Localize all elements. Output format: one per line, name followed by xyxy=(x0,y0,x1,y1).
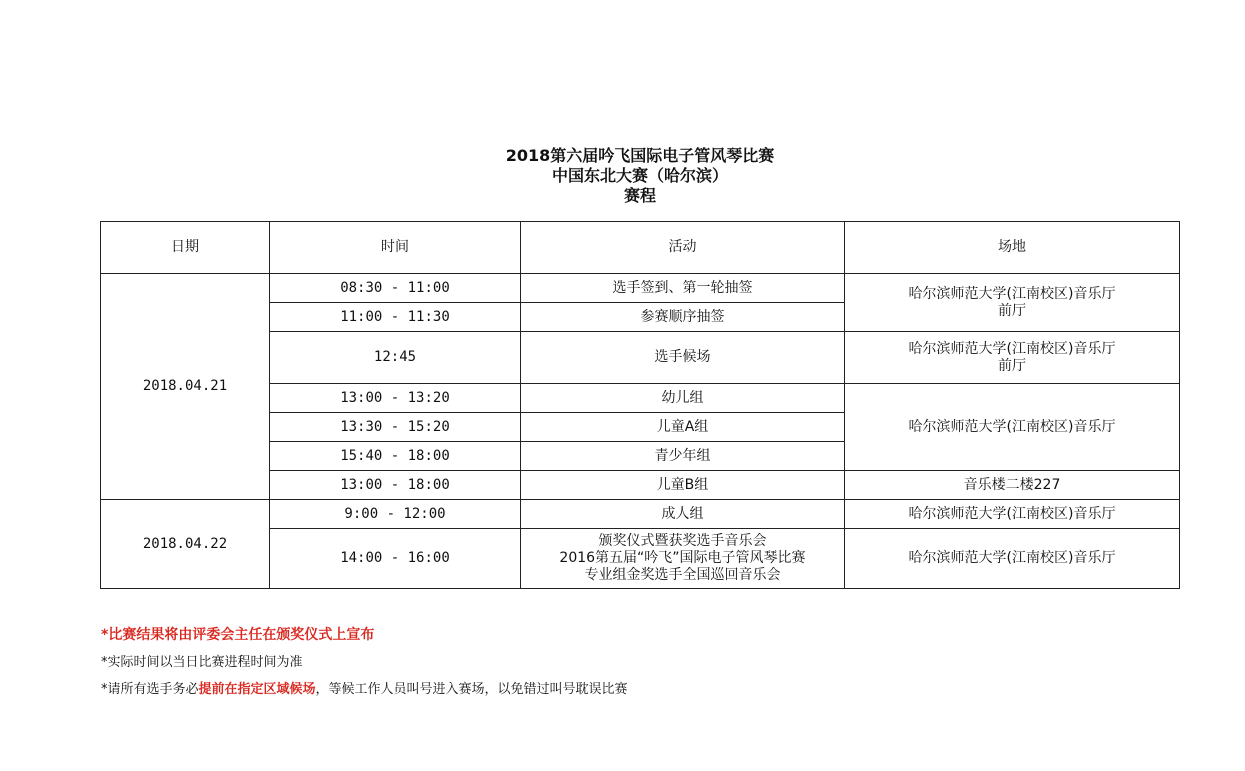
venue-cell: 哈尔滨师范大学(江南校区)音乐厅 xyxy=(845,500,1180,529)
activity-line: 专业组金奖选手全国巡回音乐会 xyxy=(584,567,781,583)
title-line-1: 2018第六届吟飞国际电子管风琴比赛 xyxy=(505,146,775,165)
time-cell: 13:00 - 13:20 xyxy=(270,384,521,413)
venue-cell xyxy=(845,274,1180,332)
notes-section xyxy=(101,622,628,703)
time-cell: 08:30 - 11:00 xyxy=(270,274,521,303)
venue-line: 哈尔滨师范大学(江南校区)音乐厅 xyxy=(908,285,1116,302)
header-time: 时间 xyxy=(270,222,521,274)
time-cell: 12:45 xyxy=(270,332,521,384)
venue-line: 哈尔滨师范大学(江南校区)音乐厅 xyxy=(908,340,1116,357)
activity-cell: 选手候场 xyxy=(521,332,845,384)
activity-cell: 青少年组 xyxy=(521,442,845,471)
venue-cell: 哈尔滨师范大学(江南校区)音乐厅 xyxy=(845,529,1180,589)
time-cell: 9:00 - 12:00 xyxy=(270,500,521,529)
activity-line: 2016第五届“吟飞”国际电子管风琴比赛 xyxy=(559,550,806,566)
header-venue: 场地 xyxy=(845,222,1180,274)
note-waiting-area xyxy=(101,676,628,703)
time-cell: 11:00 - 11:30 xyxy=(270,303,521,332)
date-cell: 2018.04.21 xyxy=(101,274,270,500)
note-suffix: ，等候工作人员叫号进入赛场，以免错过叫号耽误比赛 xyxy=(315,682,628,697)
activity-cell xyxy=(521,529,845,589)
time-cell: 13:30 - 15:20 xyxy=(270,413,521,442)
header-activity: 活动 xyxy=(521,222,845,274)
table-row xyxy=(101,274,1180,303)
table-row xyxy=(101,500,1180,529)
time-cell: 15:40 - 18:00 xyxy=(270,442,521,471)
activity-cell: 儿童A组 xyxy=(521,413,845,442)
venue-cell: 哈尔滨师范大学(江南校区)音乐厅 xyxy=(845,384,1180,471)
title-line-3: 赛程 xyxy=(623,186,656,205)
note-prefix: *请所有选手务必 xyxy=(101,682,199,697)
date-cell: 2018.04.22 xyxy=(101,500,270,589)
note-highlight: 提前在指定区域候场 xyxy=(198,682,316,697)
note-actual-time: *实际时间以当日比赛进程时间为准 xyxy=(101,655,303,670)
venue-cell: 音乐楼二楼227 xyxy=(845,471,1180,500)
activity-cell: 幼儿组 xyxy=(521,384,845,413)
activity-cell: 参赛顺序抽签 xyxy=(521,303,845,332)
time-cell: 14:00 - 16:00 xyxy=(270,529,521,589)
note-results-announcement: *比赛结果将由评委会主任在颁奖仪式上宣布 xyxy=(101,627,375,643)
title-line-2: 中国东北大赛（哈尔滨） xyxy=(551,166,728,185)
venue-line: 前厅 xyxy=(998,357,1026,374)
time-cell: 13:00 - 18:00 xyxy=(270,471,521,500)
venue-cell xyxy=(845,332,1180,384)
activity-cell: 成人组 xyxy=(521,500,845,529)
schedule-table xyxy=(100,221,1180,589)
document-title xyxy=(0,146,1245,206)
activity-cell: 儿童B组 xyxy=(521,471,845,500)
activity-cell: 选手签到、第一轮抽签 xyxy=(521,274,845,303)
venue-line: 前厅 xyxy=(998,302,1026,319)
header-date: 日期 xyxy=(101,222,270,274)
activity-line: 颁奖仪式暨获奖选手音乐会 xyxy=(598,533,767,549)
